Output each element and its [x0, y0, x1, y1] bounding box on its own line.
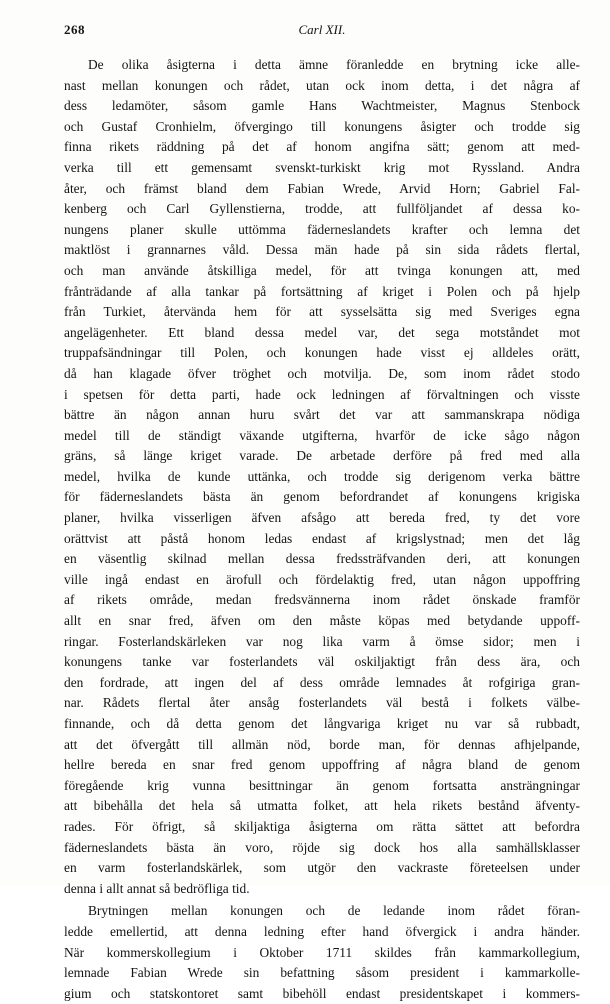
text-line: ville ingå endast en ärofull och fördelaktig fred, utan någon uppoffring [64, 571, 580, 587]
text-line: verka till ett gemensamt svenskt-turkiskt krig mot Ryssland. Andra [64, 159, 580, 175]
text-line: i spetsen för detta parti, hade ock ledningen af förvaltningen och visste [64, 386, 580, 402]
text-line: att det öfvergått till allmän nöd, borde man, för dennas afhjelpande, [64, 736, 580, 752]
text-line: denna i allt annat så bedröfliga tid. [64, 880, 250, 896]
text-line: en väsentlig skilnad mellan dessa fredssträfvanden deri, att konungen [64, 551, 580, 567]
text-line: När kommerskollegium i Oktober 1711 skildes från kammarkollegium, [64, 944, 580, 960]
text-line: truppafsändningar till Polen, och konungen hade visst ej alldeles orätt, [64, 345, 580, 361]
text-line: medel, hvilka de kunde uttänka, och trodde sig derigenom verka bättre [64, 468, 580, 484]
text-line: nungens planer skulle uttömma fäderneslandets krafter och lemna det [64, 221, 580, 237]
text-line: gium och statskontoret samt bibehöll endast presidentskapet i kommers- [64, 985, 580, 1001]
paragraph-first-line: De olika åsigterna i detta ämne föranledde en brytning icke alle- [88, 57, 580, 72]
text-line: konungens tanke var fosterlandets väl oskiljaktigt från dess ära, och [64, 654, 580, 670]
page-number: 268 [64, 22, 85, 37]
text-line: bättre än någon annan huru svårt det var att sammanskrapa nödiga [64, 407, 580, 423]
text-line: gräns, så länge kriget varade. De arbetade derföre på fred med alla [64, 448, 580, 464]
text-line: af rikets område, medan fredsvännerna inom rådet önskade framför [64, 592, 580, 608]
text-line: kenberg och Carl Gyllenstierna, trodde, att fullföljandet af dessa ko- [64, 201, 580, 217]
text-line: från Turkiet, återvända hem för att sysselsätta sig med Sveriges egna [64, 304, 580, 320]
text-line: orättvist att påstå honom ledas endast af krigslystnad; men det låg [64, 530, 580, 546]
text-line: för fäderneslandets bästa än genom befordrandet af konungens krigiska [64, 489, 580, 505]
text-line: och man använde åtskilliga medel, för att tvinga konungen att, med [64, 262, 580, 278]
paragraph-first-line: Brytningen mellan konungen och de ledande inom rådet föran- [88, 903, 580, 919]
text-line: en varm fosterlandskärlek, som utgör den vackraste företeelsen under [64, 860, 580, 876]
text-line: fäderneslandets bästa än voro, röjde sig dock hos alla samhällsklasser [64, 839, 580, 855]
text-line: planer, hvilka visserligen äfven afsågo att bereda fred, ty det vore [64, 510, 580, 526]
text-line: åter, och främst bland dem Fabian Wrede, Arvid Horn; Gabriel Fal- [64, 180, 580, 196]
text-line: nar. Rådets flertal åter ansåg fosterlandets väl bestå i folkets välbe- [64, 695, 580, 711]
running-title: Carl XII. [298, 22, 346, 37]
text-line: föregående krig vunna besittningar än genom fortsatta ansträngningar [64, 777, 580, 793]
text-line: finnande, och då detta genom det långvariga kriget nu var så rubbadt, [64, 716, 580, 731]
text-line: ringar. Fosterlandskärleken var nog lika varm å ömse sidor; men i [64, 633, 580, 649]
text-line: medel till de ständigt växande utgifterna, hvarför de icke sågo någon [64, 427, 580, 443]
text-line: hellre bereda en snar fred genom uppoffring af några bland de genom [64, 757, 580, 773]
text-line: allt en snar fred, äfven om den måste köpas med betydande uppoff- [64, 613, 580, 629]
text-line: rades. För öfrigt, så skiljaktiga åsigterna om rätta sättet att befordra [64, 818, 580, 834]
text-line: maktlöst i grannarnes våld. Dessa män hade på sin sida rådets flertal, [64, 242, 580, 258]
text-line: dess ledamöter, såsom gamle Hans Wachtmeister, Magnus Stenbock [64, 98, 580, 114]
text-line: frånträdande af alla tankar på fortsättning af kriget i Polen och på hjelp [64, 283, 580, 299]
text-line: den fordrade, att ingen del af dess område lemnades åt rofgiriga gran- [64, 674, 580, 690]
text-line: och Gustaf Cronhielm, öfvergingo till konungens åsigter och trodde sig [64, 118, 580, 134]
text-line: angelägenheter. Ett bland dessa medel var, det sega motståndet mot [64, 324, 580, 340]
text-line: finna rikets räddning på det af honom angifna sätt; genom att med- [64, 139, 580, 155]
text-line: då han klagade öfver tröghet och motvilja. De, som inom rådet stodo [64, 365, 580, 381]
text-line: ledde emellertid, att denna ledning efter hand öfvergick i andra händer. [64, 923, 580, 939]
body-text [64, 55, 580, 1004]
text-line: nast mellan konungen och rådet, utan ock inom detta, i det några af [64, 77, 580, 93]
text-line: att bibehålla det hela så utmatta folket, att hela rikets bestånd äfventy- [64, 798, 580, 814]
text-line: lemnade Fabian Wrede sin befattning såsom president i kammarkolle- [64, 965, 580, 981]
page-header [64, 22, 580, 42]
